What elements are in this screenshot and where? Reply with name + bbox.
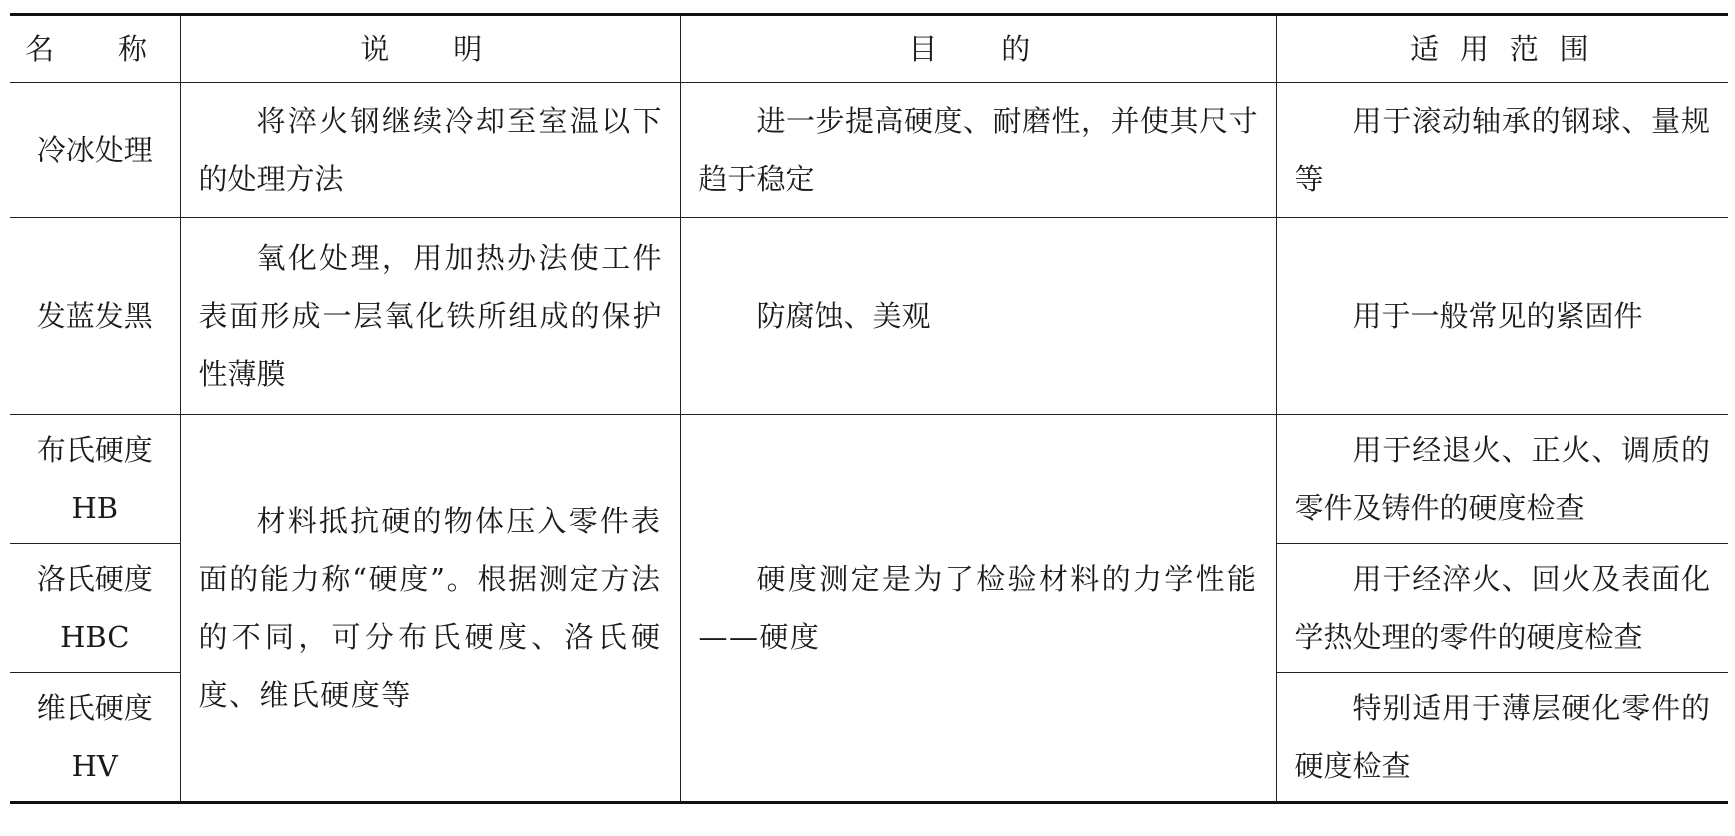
- row-scope: 用于经淬火、回火及表面化学热处理的零件的硬度检查: [1276, 544, 1728, 673]
- row-description: 将淬火钢继续冷却至室温以下的处理方法: [180, 83, 680, 218]
- row-name-line2: HBC: [60, 620, 130, 654]
- row-description: 氧化处理，用加热办法使工件表面形成一层氧化铁所组成的保护性薄膜: [180, 218, 680, 415]
- row-name: [10, 544, 180, 673]
- row-name: 发蓝发黑: [10, 218, 180, 415]
- header-name: 名 称: [10, 15, 180, 83]
- row-name: [10, 415, 180, 544]
- row-name-line2: HV: [71, 749, 118, 783]
- header-description: 说 明: [180, 15, 680, 83]
- row-name: 冷冰处理: [10, 83, 180, 218]
- row-name-line1: 布氏硬度: [36, 433, 153, 467]
- row-scope: 特别适用于薄层硬化零件的硬度检查: [1276, 673, 1728, 803]
- row-name-line2: HB: [71, 491, 119, 525]
- row-purpose: 进一步提高硬度、耐磨性，并使其尺寸趋于稳定: [680, 83, 1276, 218]
- hardness-description: 材料抵抗硬的物体压入零件表面的能力称“硬度”。根据测定方法的不同，可分布氏硬度、洛氏硬度、维氏硬度等: [180, 415, 680, 803]
- row-name-line1: 维氏硬度: [36, 691, 153, 725]
- row-name: [10, 673, 180, 803]
- row-purpose: 防腐蚀、美观: [680, 218, 1276, 415]
- heat-treatment-table-container: [10, 13, 1728, 804]
- row-name-line1: 洛氏硬度: [36, 562, 153, 596]
- table-row: [10, 415, 1728, 544]
- heat-treatment-table: [10, 13, 1728, 804]
- row-scope: 用于经退火、正火、调质的零件及铸件的硬度检查: [1276, 415, 1728, 544]
- row-scope: 用于一般常见的紧固件: [1276, 218, 1728, 415]
- header-row: [10, 15, 1728, 83]
- header-scope: 适 用 范 围: [1276, 15, 1728, 83]
- table-row: [10, 83, 1728, 218]
- header-purpose: 目 的: [680, 15, 1276, 83]
- row-scope: 用于滚动轴承的钢球、量规等: [1276, 83, 1728, 218]
- table-row: [10, 218, 1728, 415]
- hardness-purpose: 硬度测定是为了检验材料的力学性能——硬度: [680, 415, 1276, 803]
